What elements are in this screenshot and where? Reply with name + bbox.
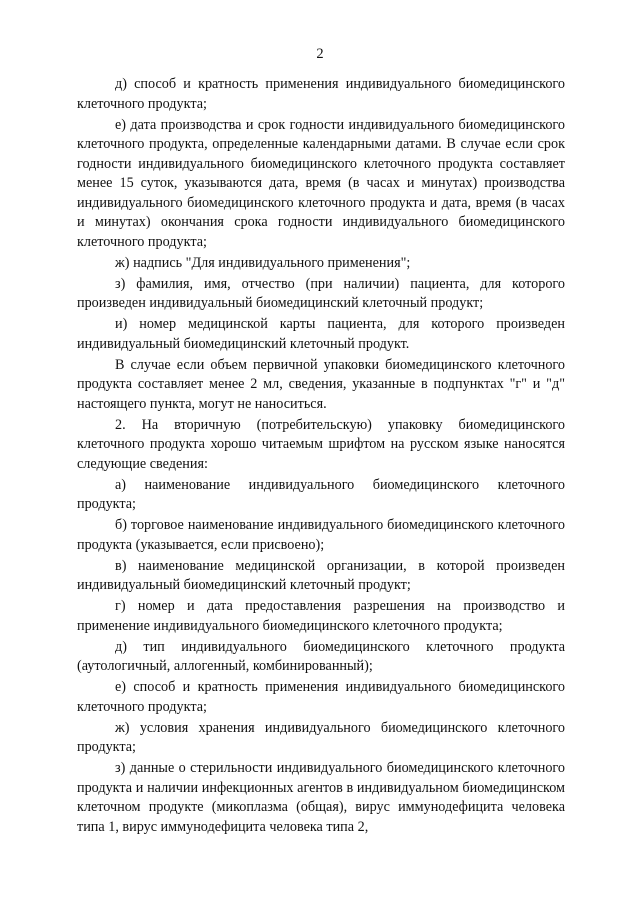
paragraph-item-z-sterility: з) данные о стерильности индивидуального биомедицинского клеточного продукта и наличии инфекционных агентов в индивидуальном биомедицинском клеточном продукте (микоплазма (общая), вирус иммунодефицита человека типа 1, вирус иммунодефицита человека типа 2, — [77, 760, 565, 835]
paragraph-item-d-type: д) тип индивидуального биомедицинского клеточного продукта (аутологичный, аллогенный, комбинированный); — [77, 638, 565, 674]
paragraph-section-2-intro: 2. На вторичную (потребительскую) упаковку биомедицинского клеточного продукта хорошо читаемым шрифтом на русском языке наносятся следующие сведения: — [77, 416, 565, 472]
page-number: 2 — [316, 46, 324, 62]
paragraph-item-z-patient-name: з) фамилия, имя, отчество (при наличии) пациента, для которого произведен индивидуальный биомедицинский клеточный продукт; — [77, 275, 565, 311]
paragraph-item-i-medical-card: и) номер медицинской карты пациента, для которого произведен индивидуальный биомедицинский клеточный продукт. — [77, 316, 565, 352]
paragraph-item-g-permit: г) номер и дата предоставления разрешения на производство и применение индивидуального биомедицинского клеточного продукта; — [77, 598, 565, 634]
paragraph-item-a-name: а) наименование индивидуального биомедицинского клеточного продукта; — [77, 476, 565, 512]
paragraph-item-b-trade-name: б) торговое наименование индивидуального биомедицинского клеточного продукта (указывается, если присвоено); — [77, 517, 565, 553]
paragraph-small-volume-note: В случае если объем первичной упаковки биомедицинского клеточного продукта составляет менее 2 мл, сведения, указанные в подпунктах "г" и "д" настоящего пункта, могут не наноситься. — [77, 356, 565, 412]
paragraph-item-v-organization: в) наименование медицинской организации, в которой произведен индивидуальный биомедицинский клеточный продукт; — [77, 557, 565, 593]
paragraph-item-e-dates: е) дата производства и срок годности индивидуального биомедицинского клеточного продукта, определенные календарными датами. В случае если срок годности индивидуального биомедицинского клеточного продукта составляет менее 15 суток, указываются дата, время (в часах и минутах) производства индивидуального биомедицинского клеточного продукта и дата, время (в часах и минутах) окончания срока годности индивидуального биомедицинского клеточного продукта; — [77, 116, 565, 250]
paragraph-item-d-method: д) способ и кратность применения индивидуального биомедицинского клеточного продукта; — [77, 76, 565, 112]
paragraph-item-zh-label: ж) надпись "Для индивидуального применения"; — [115, 254, 411, 271]
document-body — [77, 75, 565, 839]
paragraph-item-e-method: е) способ и кратность применения индивидуального биомедицинского клеточного продукта; — [77, 679, 565, 715]
paragraph-item-zh-storage: ж) условия хранения индивидуального биомедицинского клеточного продукта; — [77, 719, 565, 755]
